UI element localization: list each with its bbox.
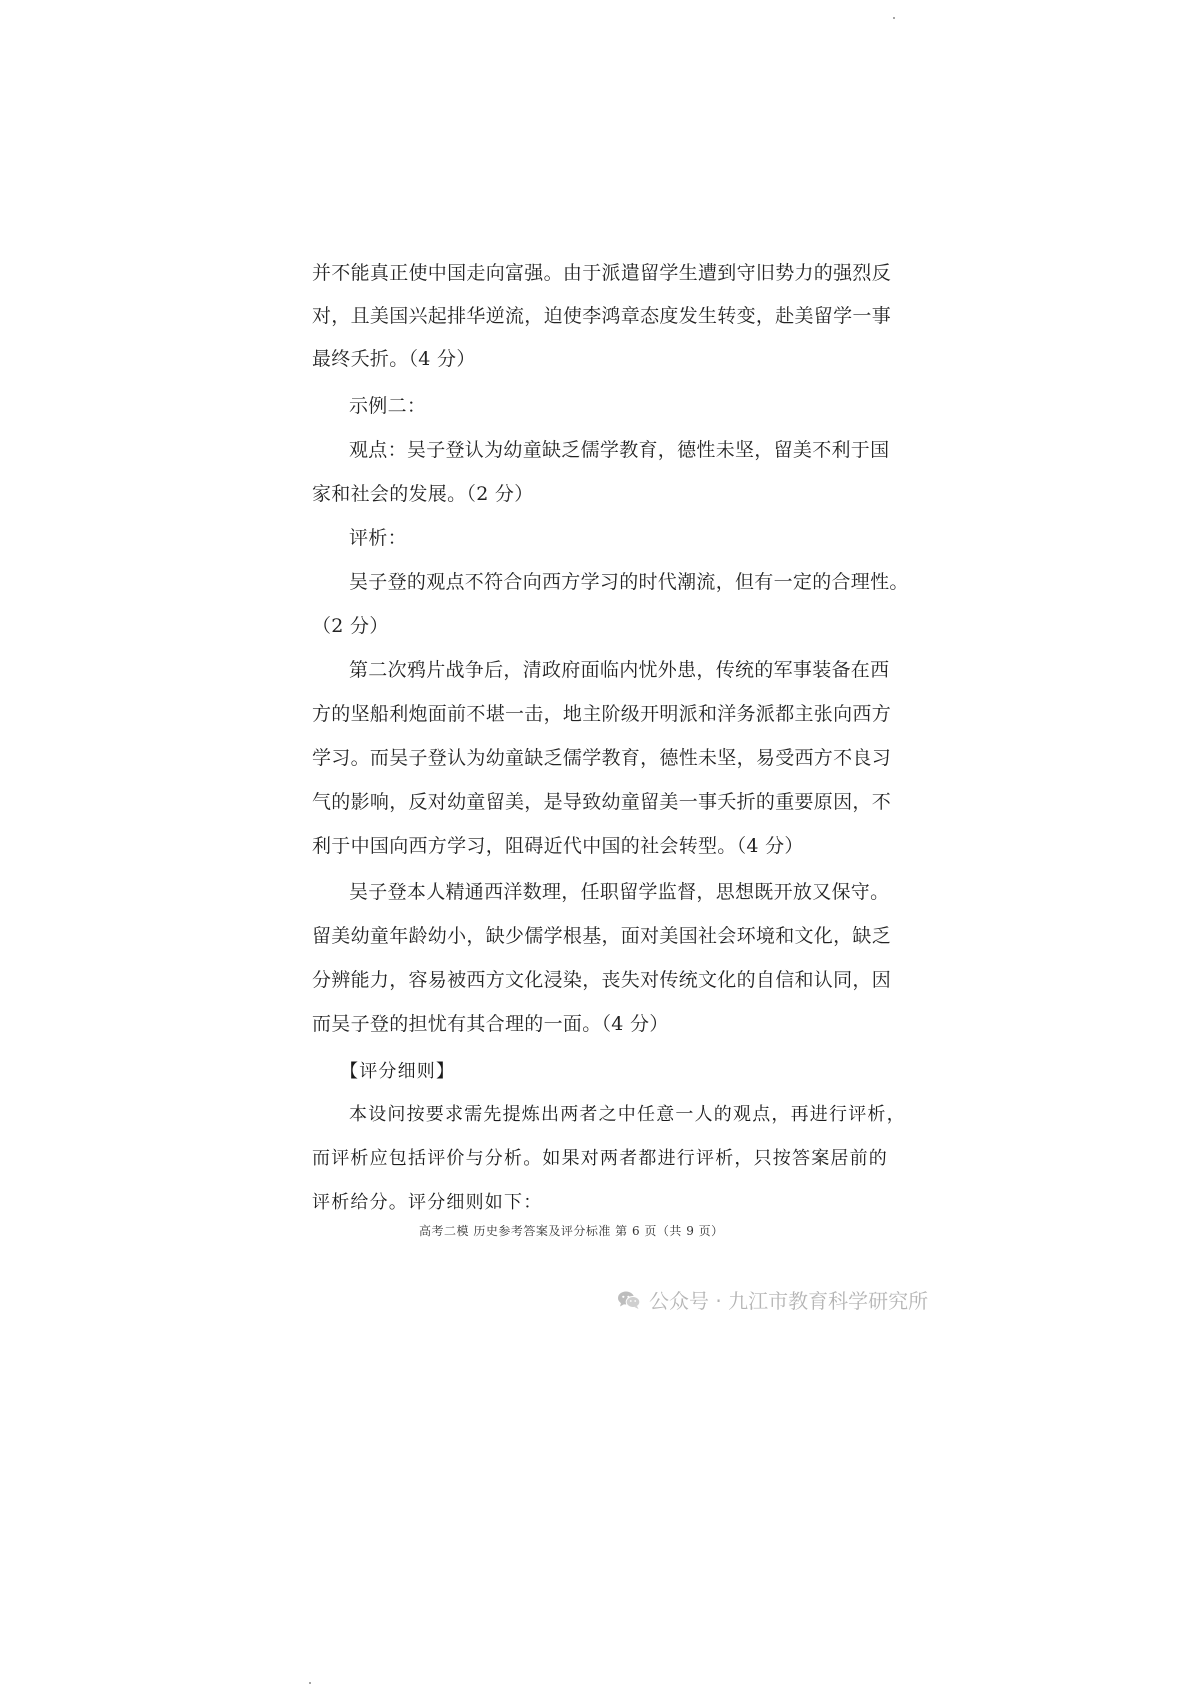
answer-line: 对，且美国兴起排华逆流，迫使李鸿章态度发生转变，赴美留学一事 xyxy=(312,305,892,327)
example-heading: 示例二： xyxy=(349,395,427,417)
rubric-line: 评析给分。评分细则如下： xyxy=(312,1192,543,1213)
scan-speck-bottom xyxy=(309,1682,311,1684)
analysis-line: （2 分） xyxy=(312,615,389,637)
answer-line: 最终夭折。（4 分） xyxy=(312,348,476,370)
paragraph-line: 方的坚船利炮面前不堪一击，地主阶级开明派和洋务派都主张向西方 xyxy=(312,703,892,725)
source-watermark xyxy=(617,1285,928,1314)
rubric-line: 本设问按要求需先提炼出两者之中任意一人的观点，再进行评析， xyxy=(349,1104,906,1125)
watermark-text: 公众号 · 九江市教育科学研究所 xyxy=(649,1289,929,1313)
scan-speck-top xyxy=(893,17,895,19)
answer-line: 并不能真正使中国走向富强。由于派遣留学生遭到守旧势力的强烈反 xyxy=(312,262,892,284)
rubric-heading: 【评分细则】 xyxy=(340,1061,456,1082)
viewpoint-line: 家和社会的发展。（2 分） xyxy=(312,483,534,505)
paragraph-line: 利于中国向西方学习，阻碍近代中国的社会转型。（4 分） xyxy=(312,835,804,857)
analysis-line: 吴子登的观点不符合向西方学习的时代潮流，但有一定的合理性。 xyxy=(349,571,909,593)
paragraph-line: 而吴子登的担忧有其合理的一面。（4 分） xyxy=(312,1013,669,1035)
paragraph-line: 学习。而吴子登认为幼童缺乏儒学教育，德性未坚，易受西方不良习 xyxy=(312,747,892,769)
wechat-icon xyxy=(617,1290,641,1310)
analysis-heading: 评析： xyxy=(349,527,407,549)
rubric-line: 而评析应包括评价与分析。如果对两者都进行评析，只按答案居前的 xyxy=(312,1148,888,1169)
paragraph-line: 分辨能力，容易被西方文化浸染，丧失对传统文化的自信和认同，因 xyxy=(312,969,892,991)
paragraph-line: 留美幼童年龄幼小，缺少儒学根基，面对美国社会环境和文化，缺乏 xyxy=(312,925,892,947)
paragraph-line: 第二次鸦片战争后，清政府面临内忧外患，传统的军事装备在西 xyxy=(349,659,890,681)
page-footer: 高考二模 历史参考答案及评分标准 第 6 页（共 9 页） xyxy=(419,1224,724,1238)
viewpoint-line: 观点：吴子登认为幼童缺乏儒学教育，德性未坚，留美不利于国 xyxy=(349,439,890,461)
paragraph-line: 气的影响，反对幼童留美，是导致幼童留美一事夭折的重要原因，不 xyxy=(312,791,892,813)
paragraph-line: 吴子登本人精通西洋数理，任职留学监督，思想既开放又保守。 xyxy=(349,881,890,903)
